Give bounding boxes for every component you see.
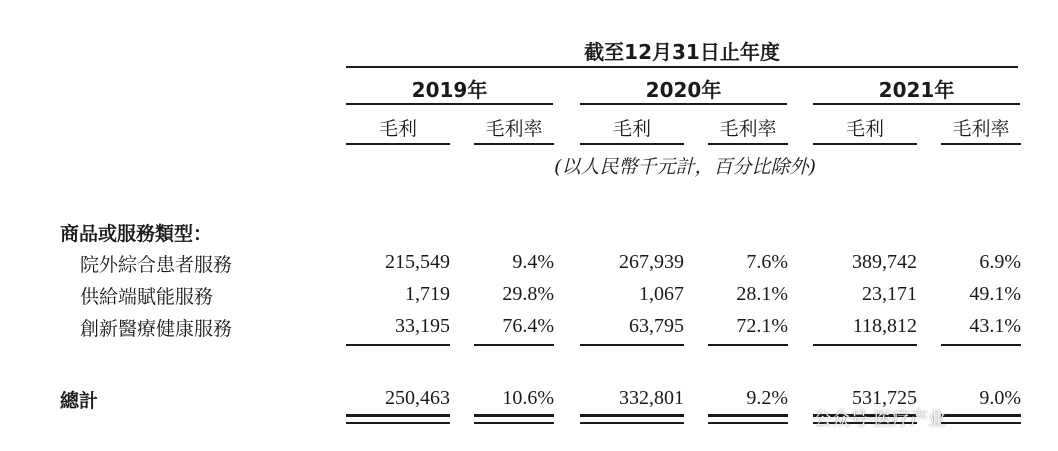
total-double-rule-2b (474, 422, 554, 424)
year-header-2020: 2020年 (645, 78, 722, 102)
period-header-rule (346, 66, 1018, 68)
year-header-2021: 2021年 (878, 78, 955, 102)
total-double-rule-1 (346, 414, 450, 417)
row-3-gp-2021: 118,812 (852, 315, 917, 337)
subheader-rule-6 (941, 143, 1021, 145)
row-3-gp-2019: 33,195 (395, 315, 450, 337)
subtotal-rule-1 (346, 344, 450, 346)
total-double-rule-4 (708, 414, 788, 417)
subtotal-rule-4 (708, 344, 788, 346)
row-1-gp-2020: 267,939 (619, 251, 684, 273)
row-3-gm-2019: 76.4% (502, 315, 554, 337)
total-gm-2019: 10.6% (502, 387, 554, 409)
total-gp-2019: 250,463 (385, 387, 450, 409)
total-gm-2021: 9.0% (979, 387, 1021, 409)
year-header-2019: 2019年 (411, 78, 488, 102)
unit-note: (以人民幣千元計，百分比除外) (554, 156, 816, 178)
row-2-gm-2019: 29.8% (502, 283, 554, 305)
subheader-gross-margin-2019: 毛利率 (485, 118, 543, 140)
row-label: 供給端賦能服務 (80, 286, 214, 308)
subtotal-rule-5 (813, 344, 917, 346)
row-3-gm-2020: 72.1% (736, 315, 788, 337)
subheader-rule-5 (813, 143, 917, 145)
section-label: 商品或服務類型： (60, 223, 213, 245)
subtotal-rule-2 (474, 344, 554, 346)
total-label: 總計 (60, 390, 99, 412)
total-gp-2020: 332,801 (619, 387, 684, 409)
row-2-gm-2020: 28.1% (736, 283, 788, 305)
row-label: 創新醫療健康服務 (80, 318, 233, 340)
row-1-gm-2019: 9.4% (512, 251, 554, 273)
subheader-rule-3 (580, 143, 684, 145)
row-1-gm-2021: 6.9% (979, 251, 1021, 273)
subheader-gross-profit-2019: 毛利 (378, 118, 417, 140)
total-double-rule-6b (941, 422, 1021, 424)
row-3-gm-2021: 43.1% (969, 315, 1021, 337)
row-1-gp-2019: 215,549 (385, 251, 450, 273)
total-gm-2020: 9.2% (746, 387, 788, 409)
total-gp-2021: 531,725 (852, 387, 917, 409)
total-double-rule-2 (474, 414, 554, 417)
period-header: 截至12月31日止年度 (584, 40, 780, 64)
subheader-rule-4 (708, 143, 788, 145)
total-double-rule-3 (580, 414, 684, 417)
total-double-rule-1b (346, 422, 450, 424)
year-rule-2019 (346, 103, 553, 105)
watermark: 公众号·医疗产业 (814, 409, 946, 430)
subheader-rule-2 (474, 143, 554, 145)
subheader-gross-profit-2021: 毛利 (845, 118, 884, 140)
row-1-gm-2020: 7.6% (746, 251, 788, 273)
row-2-gp-2021: 23,171 (862, 283, 917, 305)
subtotal-rule-6 (941, 344, 1021, 346)
subtotal-rule-3 (580, 344, 684, 346)
subheader-gross-profit-2020: 毛利 (612, 118, 651, 140)
year-rule-2021 (813, 103, 1020, 105)
row-2-gm-2021: 49.1% (969, 283, 1021, 305)
total-double-rule-4b (708, 422, 788, 424)
row-2-gp-2019: 1,719 (405, 283, 450, 305)
year-rule-2020 (580, 103, 787, 105)
row-2-gp-2020: 1,067 (639, 283, 684, 305)
row-label: 院外綜合患者服務 (80, 254, 233, 276)
row-3-gp-2020: 63,795 (629, 315, 684, 337)
subheader-rule-1 (346, 143, 450, 145)
subheader-gross-margin-2021: 毛利率 (952, 118, 1010, 140)
subheader-gross-margin-2020: 毛利率 (719, 118, 777, 140)
total-double-rule-3b (580, 422, 684, 424)
row-1-gp-2021: 389,742 (852, 251, 917, 273)
total-double-rule-6 (941, 414, 1021, 417)
